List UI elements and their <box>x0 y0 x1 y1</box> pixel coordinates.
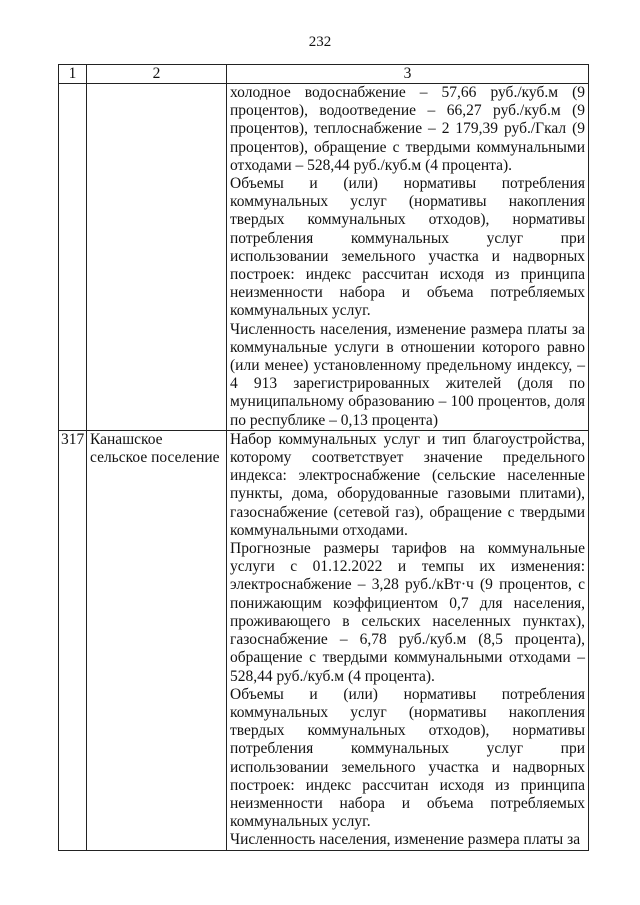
table-row <box>59 84 589 431</box>
page-number: 232 <box>308 34 332 50</box>
paragraph: Численность населения, изменение размера платы за <box>230 831 581 849</box>
column-header-1: 1 <box>59 65 87 84</box>
paragraph: Прогнозные размеры тарифов на коммунальные услуги с 01.12.2022 и темпы их изменения: электроснабжение – 3,28 руб./кВт·ч (9 процентов, с понижающим коэффициентом 0,7 для населения, проживающего в сельских населенных пунктах), газоснабжение – 6,78 руб./куб.м (8,5 процента), обращение с твердыми коммунальными отходами – 528,44 руб./куб.м (4 процента). <box>230 540 585 685</box>
row-number-cell: 317 <box>59 430 87 850</box>
paragraph: Набор коммунальных услуг и тип благоустройства, которому соответствует значение предельного индекса: электроснабжение (сельские населенные пункты, дома, оборудованные газовыми плитами), газоснабжение (сетевой газ), обращение с твердыми коммунальными отходами. <box>230 430 585 539</box>
paragraph: Численность населения, изменение размера платы за коммунальные услуги в отношении которого равно (или менее) установленному предельному индексу, – 4 913 зарегистрированных жителей (доля по муниципальному образованию – 100 процентов, доля по республике – 0,13 процента) <box>230 320 585 429</box>
column-header-2: 2 <box>87 65 227 84</box>
description-cell <box>227 430 589 850</box>
tariff-table <box>58 64 589 851</box>
paragraph: Объемы и (или) нормативы потребления коммунальных услуг (нормативы накопления твердых коммунальных отходов), нормативы потребления коммунальных услуг при использовании земельного участка и надворных построек: индекс рассчитан исходя из принципа неизменности набора и объема потребляемых коммунальных услуг. <box>230 685 585 831</box>
description-cell <box>227 84 589 431</box>
table-row <box>59 430 589 850</box>
paragraph: Объемы и (или) нормативы потребления коммунальных услуг (нормативы накопления твердых коммунальных отходов), нормативы потребления коммунальных услуг при использовании земельного участка и надворных построек: индекс рассчитан исходя из принципа неизменности набора и объема потребляемых коммунальных услуг. <box>230 175 585 320</box>
row-number-cell <box>59 84 87 431</box>
municipality-cell <box>87 84 227 431</box>
column-header-3: 3 <box>227 65 589 84</box>
paragraph: холодное водоснабжение – 57,66 руб./куб.м (9 процентов), водоотведение – 66,27 руб./куб.м (9 процентов), теплоснабжение – 2 179,39 руб./Гкал (9 процентов), обращение с твердыми коммунальными отходами – 528,44 руб./куб.м (4 процента). <box>230 84 585 174</box>
municipality-cell: Канашское сельское поселение <box>87 430 227 850</box>
table-header-row <box>59 65 589 84</box>
